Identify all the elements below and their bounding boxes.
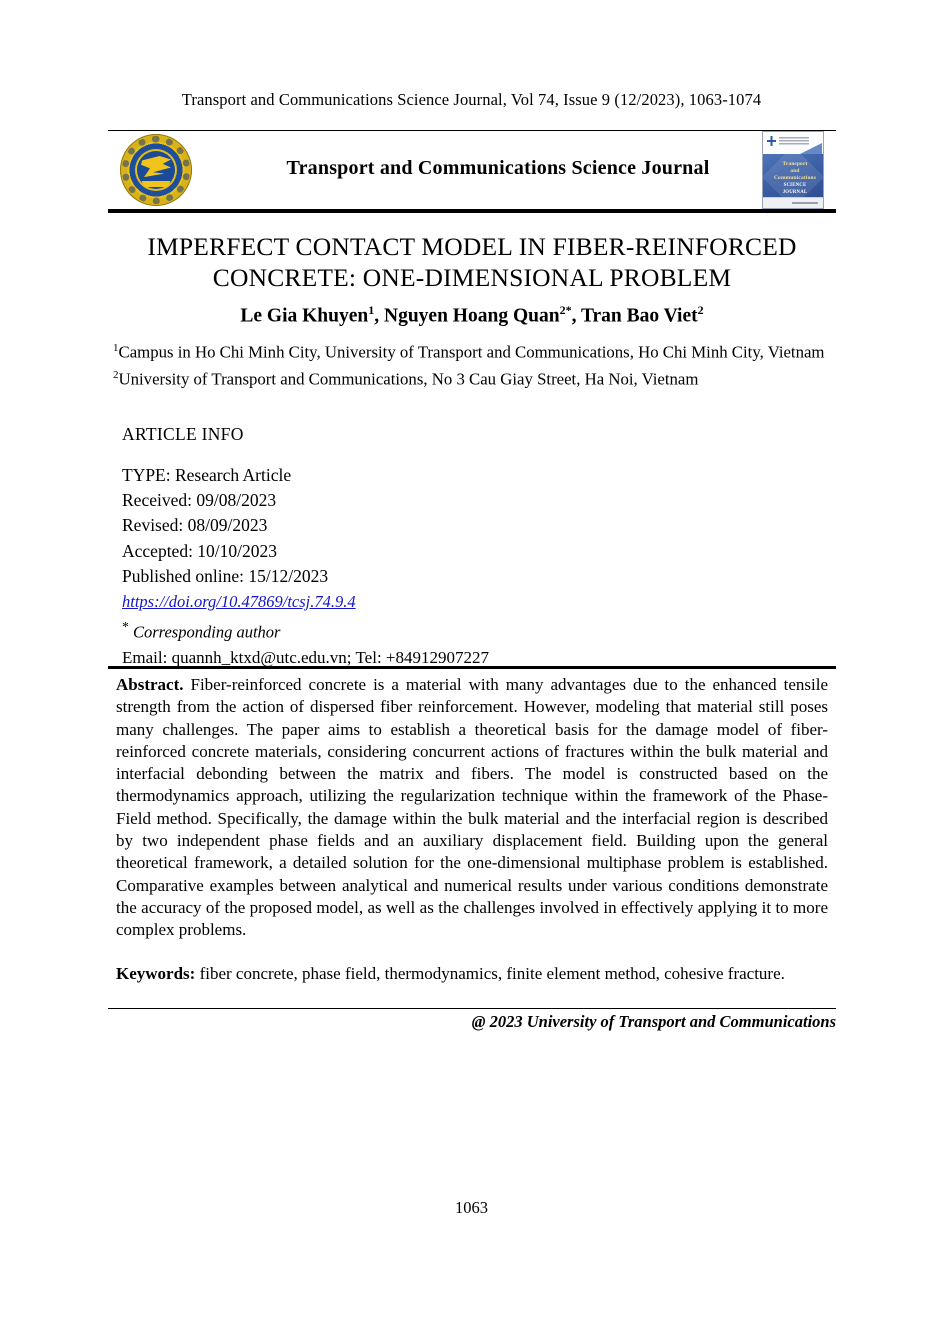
copyright-top-rule — [108, 1008, 836, 1009]
copyright-notice: @ 2023 University of Transport and Communications — [471, 1012, 836, 1031]
cover-title-line-3: Communications — [773, 175, 817, 181]
running-head: Transport and Communications Science Journal, Vol 74, Issue 9 (12/2023), 1063-1074 — [181, 90, 762, 109]
cover-title-line-2: and — [790, 168, 800, 174]
cover-title-line-4: SCIENCE JOURNAL — [782, 183, 808, 195]
cover-body — [763, 154, 823, 200]
seal-wave-emblem-icon — [142, 181, 170, 187]
revised-date: Revised: 08/09/2023 — [122, 515, 268, 536]
journal-cover-thumbnail — [762, 131, 824, 209]
cover-title-text — [771, 161, 819, 196]
journal-header-band — [108, 130, 836, 213]
contact-email-line: Email: quannh_ktxd@utc.edu.vn; Tel: +84912907227 — [122, 647, 490, 667]
corresponding-author-label: Corresponding author — [133, 622, 281, 642]
published-date: Published online: 15/12/2023 — [122, 565, 329, 586]
affiliation-text-1: Campus in Ho Chi Minh City, University of Transport and Communications, Ho Chi Minh City, Vietnam — [118, 342, 825, 362]
abstract-section — [116, 674, 828, 942]
affiliation-item-2: $^2$University of Transport and Communications, No 3 Cau Giay Street, Ha Noi, Vietnam — [113, 369, 699, 389]
page-title: IMPERFECT CONTACT MODEL IN FIBER-REINFORCED CONCRETE: ONE-DIMENSIONAL PROBLEM — [147, 232, 797, 292]
seal-bird-emblem-icon — [141, 156, 171, 178]
author-list: Le Gia Khuyen$^1$, Nguyen Hoang Quan$^{2*}$, Tran Bao Viet$^2$ — [240, 303, 704, 327]
keywords-label: Keywords: — [116, 964, 196, 983]
seal-core — [135, 149, 177, 191]
received-date: Received: 09/08/2023 — [122, 490, 277, 511]
article-type: TYPE: Research Article — [122, 465, 292, 485]
accepted-date: Accepted: 10/10/2023 — [122, 540, 278, 561]
affiliation-text-2: University of Transport and Communications, No 3 Cau Giay Street, Ha Noi, Vietnam — [118, 369, 699, 389]
journal-title: Transport and Communications Science Journal — [286, 157, 710, 179]
page-number: 1063 — [455, 1198, 488, 1217]
keywords-text: fiber concrete, phase field, thermodynamics, finite element method, cohesive fracture. — [199, 964, 785, 983]
cover-footer-strip — [763, 197, 823, 208]
keywords-section — [116, 963, 828, 985]
cover-publisher-text-lines — [779, 137, 809, 145]
university-seal-logo-icon — [120, 134, 192, 206]
abstract-text: Fiber-reinforced concrete is a material with many advantages due to the enhanced tensile strength from the action of dispersed fiber reinforcement. However, modeling that material still poses many challenges. The paper aims to establish a theoretical basis for the damage model of fiber-reinforced concrete materials, considering concurrent actions of fractures within the bulk material and interfacial debonding between the matrix and fibers. The model is constructed based on the thermodynamics approach, utilizing the regularization technique within the framework of the Phase-Field method. Specifically, the damage within the bulk material and the interfacial region is described by two independent phase fields and an auxiliary displacement field. Building upon the general theoretical framework, a detailed solution for the one-dimensional multiphase problem is established. Comparative examples between analytical and numerical results under various conditions demonstrate the accuracy of the proposed model, as well as the challenges involved in effectively applying it to more complex problems. — [116, 675, 829, 940]
affiliation-list — [113, 337, 839, 391]
doi-link[interactable]: https://doi.org/10.47869/tcsj.74.9.4 — [122, 592, 356, 612]
abstract-label: Abstract. — [116, 675, 184, 694]
article-info-list — [122, 463, 642, 670]
affiliation-item-1: $^1$Campus in Ho Chi Minh City, University of Transport and Communications, Ho Chi Minh City, Vietnam — [113, 342, 825, 362]
corresponding-author-note: * Corresponding author — [122, 619, 281, 642]
abstract-top-rule — [108, 666, 836, 669]
article-info-heading: ARTICLE INFO — [122, 424, 244, 444]
cover-title-line-1: Transport — [782, 161, 808, 167]
cover-publisher-mark-icon — [767, 136, 776, 146]
